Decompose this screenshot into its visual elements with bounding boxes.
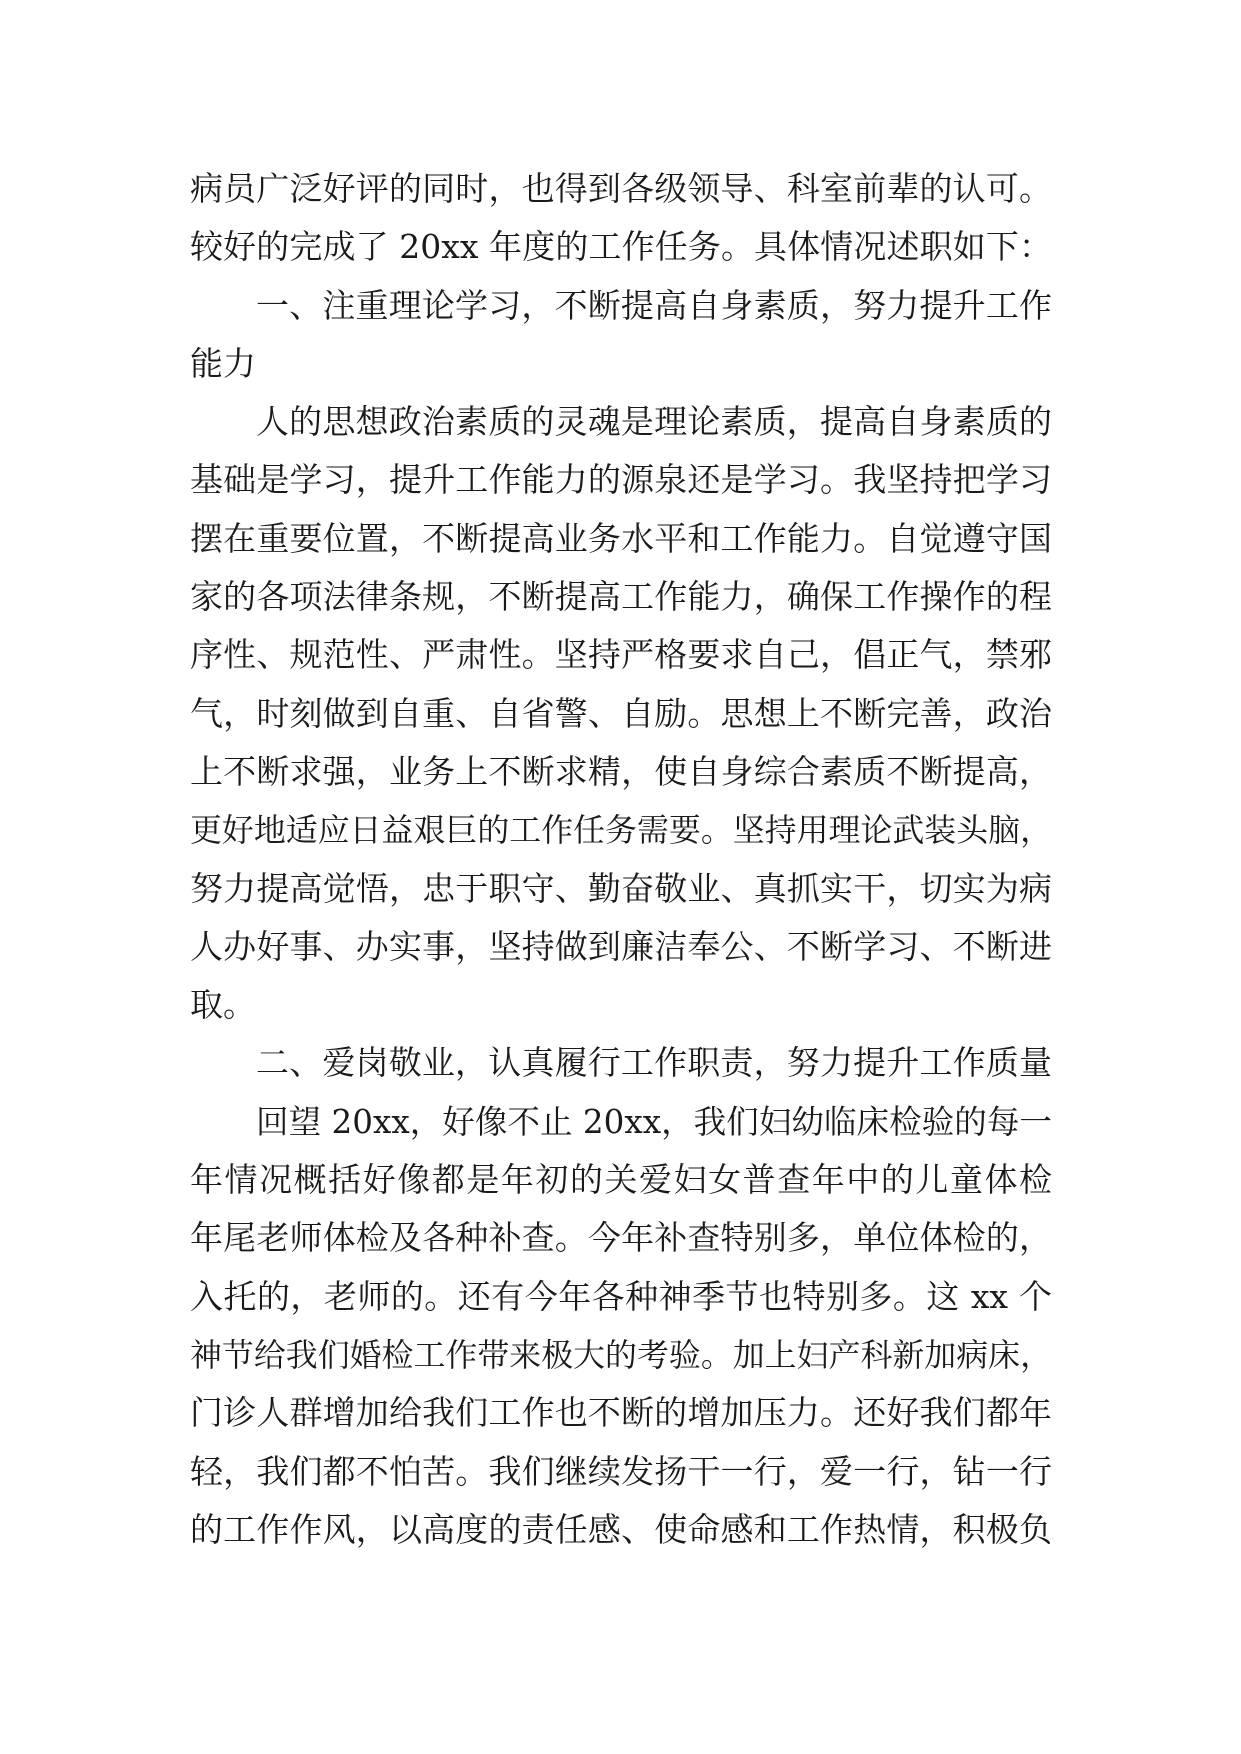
text-line: 二、爱岗敬业，认真履行工作职责，努力提升工作质量: [256, 1043, 1052, 1083]
text-line: 的工作作风，以高度的责任感、使命感和工作热情，积极负: [190, 1509, 1052, 1549]
text-line: 人的思想政治素质的灵魂是理论素质，提高自身素质的: [256, 402, 1052, 442]
text-line: 摆在重要位置，不断提高业务水平和工作能力。自觉遵守国: [190, 518, 1052, 558]
text-line: 基础是学习，提升工作能力的源泉还是学习。我坚持把学习: [190, 460, 1052, 500]
text-line: 神节给我们婚检工作带来极大的考验。加上妇产科新加病床，: [190, 1335, 1052, 1374]
text-line: 轻，我们都不怕苦。我们继续发扬干一行，爱一行，钻一行: [190, 1451, 1052, 1491]
text-line: 门诊人群增加给我们工作也不断的增加压力。还好我们都年: [190, 1393, 1052, 1433]
text-line: 努力提高觉悟，忠于职守、勤奋敬业、真抓实干，切实为病: [190, 868, 1052, 908]
text-line: 病员广泛好评的同时，也得到各级领导、科室前辈的认可。: [190, 169, 1052, 208]
text-line: 能力: [190, 343, 256, 383]
text-line: 较好的完成了 20xx 年度的工作任务。具体情况述职如下：: [190, 227, 1052, 267]
text-line: 入托的，老师的。还有今年各种神季节也特别多。这 xx 个: [190, 1276, 1052, 1316]
text-line: 家的各项法律条规，不断提高工作能力，确保工作操作的程: [190, 577, 1052, 617]
text-line: 气，时刻做到自重、自省警、自励。思想上不断完善，政治: [190, 693, 1052, 733]
text-line: 年情况概括好像都是年初的关爱妇女普查年中的儿童体检: [190, 1160, 1052, 1200]
text-line: 更好地适应日益艰巨的工作任务需要。坚持用理论武装头脑，: [190, 811, 1052, 850]
text-line: 序性、规范性、严肃性。坚持严格要求自己，倡正气，禁邪: [190, 635, 1052, 675]
text-line: 取。: [190, 985, 256, 1025]
text-line: 一、注重理论学习，不断提高自身素质，努力提升工作: [256, 285, 1052, 325]
text-line: 年尾老师体检及各种补查。今年补查特别多，单位体检的，: [190, 1218, 1052, 1258]
text-line: 回望 20xx，好像不止 20xx，我们妇幼临床检验的每一: [256, 1102, 1052, 1141]
document-body: [190, 160, 1052, 1559]
text-line: 人办好事、办实事，坚持做到廉洁奉公、不断学习、不断进: [190, 926, 1052, 966]
text-line: 上不断求强，业务上不断求精，使自身综合素质不断提高，: [190, 751, 1052, 791]
